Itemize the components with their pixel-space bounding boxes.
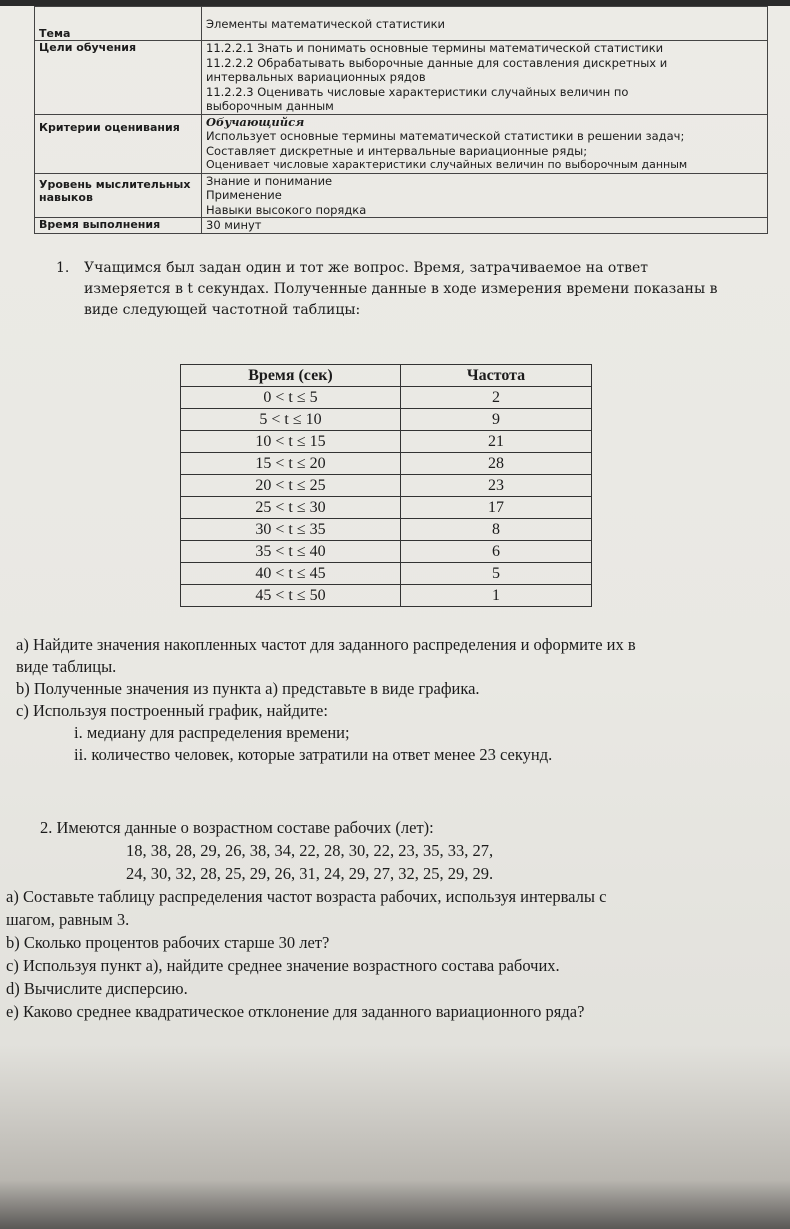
criteria-line-4: Оценивает числовые характеристики случайных величин по выборочным данным [206, 158, 688, 171]
frequency-cell: 9 [401, 409, 592, 431]
question-1-line-2: измеряется в t секундах. Полученные данные в ходе измерения времени показаны в [84, 281, 718, 297]
label-time: Время выполнения [35, 218, 202, 234]
task-1a-line-2: виде таблицы. [16, 657, 117, 676]
question-1-tasks [16, 634, 776, 766]
question-1-text-1: Учащимся был задан один и тот же вопрос. Время, затрачиваемое на ответ [84, 260, 648, 276]
frequency-cell: 5 [401, 563, 592, 585]
task-2a-line-2: шагом, равным 3. [6, 910, 130, 929]
task-2a-line-1: a) Составьте таблицу распределения частот возраста рабочих, используя интервалы с [6, 887, 607, 906]
goal-line-5: выборочным данным [206, 99, 334, 113]
label-skills: Уровень мыслительных навыков [35, 173, 202, 218]
value-goals [202, 41, 768, 115]
task-1a-line-1: a) Найдите значения накопленных частот для заданного распределения и оформите их в [16, 635, 636, 654]
task-2b: b) Сколько процентов рабочих старше 30 лет? [6, 933, 330, 952]
frequency-row [181, 519, 592, 541]
task-1b: b) Полученные значения из пункта a) представьте в виде графика. [16, 679, 480, 698]
frequency-cell: 21 [401, 431, 592, 453]
interval-cell: 40 < t ≤ 45 [181, 563, 401, 585]
value-skills [202, 173, 768, 218]
criteria-line-3: Составляет дискретные и интервальные вариационные ряды; [206, 143, 588, 158]
interval-cell: 45 < t ≤ 50 [181, 585, 401, 607]
task-1c-ii: ii. количество человек, которые затратили на ответ менее 23 секунд. [74, 745, 553, 764]
interval-cell: 25 < t ≤ 30 [181, 497, 401, 519]
frequency-cell: 6 [401, 541, 592, 563]
goal-line-3: интервальных вариационных рядов [206, 70, 426, 84]
col-freq-header: Частота [401, 365, 592, 387]
col-time-header: Время (сек) [181, 365, 401, 387]
frequency-row [181, 453, 592, 475]
value-topic: Элементы математической статистики [202, 7, 768, 41]
frequency-row [181, 387, 592, 409]
frequency-cell: 23 [401, 475, 592, 497]
frequency-row [181, 541, 592, 563]
frequency-row [181, 475, 592, 497]
header-row-criteria [35, 114, 768, 173]
skills-line-2: Применение [206, 188, 282, 202]
frequency-cell: 8 [401, 519, 592, 541]
interval-cell: 10 < t ≤ 15 [181, 431, 401, 453]
goal-line-1: 11.2.2.1 Знать и понимать основные термины математической статистики [206, 41, 664, 55]
label-criteria: Критерии оценивания [35, 114, 202, 173]
criteria-line-2: Использует основные термины математической статистики в решении задач; [206, 129, 685, 143]
frequency-row [181, 585, 592, 607]
task-1c-i: i. медиану для распределения времени; [74, 723, 350, 742]
frequency-cell: 17 [401, 497, 592, 519]
task-2e: e) Каково среднее квадратическое отклонение для заданного вариационного ряда? [6, 1002, 585, 1021]
task-1c: c) Используя построенный график, найдите: [16, 701, 328, 720]
question-2-head: 2. Имеются данные о возрастном составе рабочих (лет): [40, 818, 434, 837]
header-row-skills [35, 173, 768, 218]
label-goals: Цели обучения [35, 41, 202, 115]
interval-cell: 15 < t ≤ 20 [181, 453, 401, 475]
value-time: 30 минут [202, 218, 768, 234]
frequency-table [180, 364, 592, 607]
frequency-table-body [181, 387, 592, 607]
skills-line-3: Навыки высокого порядка [206, 202, 367, 217]
frequency-cell: 1 [401, 585, 592, 607]
frequency-cell: 2 [401, 387, 592, 409]
goal-line-2: 11.2.2.2 Обрабатывать выборочные данные для составления дискретных и [206, 55, 668, 70]
frequency-cell: 28 [401, 453, 592, 475]
criteria-line-1: Обучающийся [206, 114, 305, 129]
question-2 [6, 816, 776, 1023]
header-row-time [35, 218, 768, 234]
frequency-row [181, 497, 592, 519]
frequency-row [181, 431, 592, 453]
question-2-data-1: 18, 38, 28, 29, 26, 38, 34, 22, 28, 30, 22, 23, 35, 33, 27, [126, 841, 494, 860]
lesson-header-table [34, 6, 768, 234]
task-2c: c) Используя пункт a), найдите среднее значение возрастного состава рабочих. [6, 956, 560, 975]
interval-cell: 20 < t ≤ 25 [181, 475, 401, 497]
header-row-topic [35, 7, 768, 41]
interval-cell: 0 < t ≤ 5 [181, 387, 401, 409]
interval-cell: 35 < t ≤ 40 [181, 541, 401, 563]
question-1-number: 1. [56, 260, 70, 276]
skills-line-1: Знание и понимание [206, 173, 333, 188]
header-row-goals [35, 41, 768, 115]
task-2d: d) Вычислите дисперсию. [6, 979, 188, 998]
question-2-data-2: 24, 30, 32, 28, 25, 29, 26, 31, 24, 29, 27, 32, 25, 29, 29. [126, 864, 494, 883]
question-1-line-3: виде следующей частотной таблицы: [84, 302, 361, 318]
question-1 [56, 258, 771, 321]
frequency-row [181, 563, 592, 585]
frequency-row [181, 409, 592, 431]
frequency-table-header [181, 365, 592, 387]
goal-line-4: 11.2.2.3 Оценивать числовые характеристики случайных величин по [206, 84, 629, 99]
interval-cell: 5 < t ≤ 10 [181, 409, 401, 431]
label-topic: Тема [35, 7, 202, 41]
interval-cell: 30 < t ≤ 35 [181, 519, 401, 541]
question-1-line-1 [56, 258, 771, 279]
value-criteria [202, 114, 768, 173]
